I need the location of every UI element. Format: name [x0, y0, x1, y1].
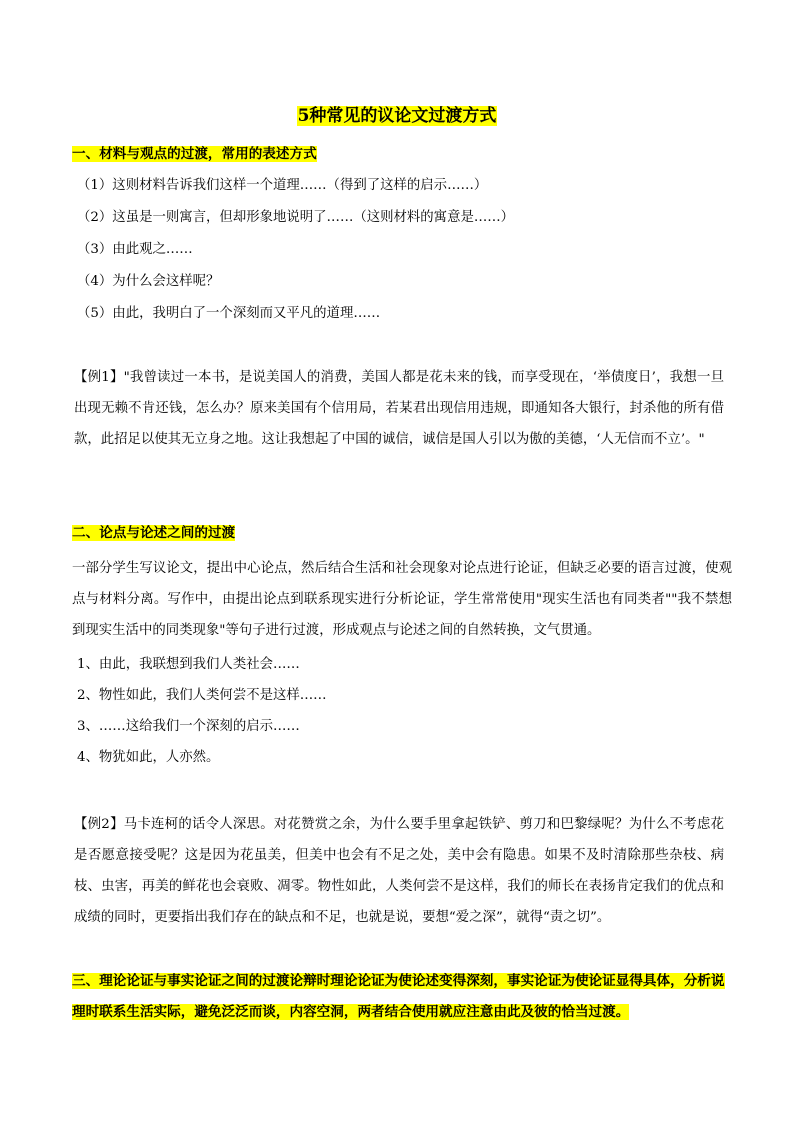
example-1-paragraph: 【例1】"我曾读过一本书，是说美国人的消费，美国人都是花未来的钱，而享受现在，‘举债度日’，我想一旦出现无赖不肯还钱，怎么办？原来美国有个信用局，若某君出现信用违规，即通知各大银行，封杀他的所有借款，此招足以使其无立身之地。这让我想起了中国的诚信，诚信是国人引以为傲的美德，‘人无信而不立’。" [74, 370, 724, 447]
list-item: （1）这则材料告诉我们这样一个道理……（得到了这样的启示……） [77, 178, 488, 193]
section-3-heading-text: 三、理论论证与事实论证之间的过渡论辩时理论论证为使论述变得深刻，事实论证为使论证显得具体，分析说理时联系生活实际，避免泛泛而谈，内容空洞，两者结合使用就应注意由此及彼的恰当过渡。 [72, 973, 725, 1020]
section-1-heading [72, 144, 317, 164]
list-item: 2、物性如此，我们人类何尝不是这样…… [77, 688, 327, 703]
list-item: （4）为什么会这样呢？ [77, 274, 220, 289]
list-item: 1、由此，我联想到我们人类社会…… [77, 657, 300, 672]
list-item: （2）这虽是一则寓言，但却形象地说明了……（这则材料的寓意是……） [77, 210, 515, 225]
section-1-heading-text: 一、材料与观点的过渡，常用的表述方式 [72, 146, 317, 162]
section-2-intro: 一部分学生写议论文，提出中心论点，然后结合生活和社会现象对论点进行论证，但缺乏必要的语言过渡，使观点与材料分离。写作中，由提出论点到联系现实进行分析论证，学生常常使用"现实生活也有同类者""我不禁想到现实生活中的同类现象"等句子进行过渡，形成观点与论述之间的自然转换，文气贯通。 [72, 561, 732, 638]
section-2-heading [72, 523, 235, 543]
list-item: （3）由此观之…… [77, 242, 193, 257]
example-2-paragraph: 【例2】马卡连柯的话令人深思。对花赞赏之余，为什么要手里拿起铁铲、剪刀和巴黎绿呢？为什么不考虑花是否愿意接受呢？这是因为花虽美，但美中也会有不足之处，美中会有隐患。如果不及时清除那些杂枝、病枝、虫害，再美的鲜花也会衰败、凋零。物性如此，人类何尝不是这样，我们的师长在表扬肯定我们的优点和成绩的同时，更要指出我们存在的缺点和不足，也就是说，要想“爱之深”，就得“责之切”。 [74, 817, 724, 925]
section-3-heading [72, 966, 732, 1028]
page-title-text: 5种常见的议论文过渡方式 [297, 106, 497, 126]
list-item: 4、物犹如此，人亦然。 [77, 750, 220, 765]
list-item: 3、……这给我们一个深刻的启示…… [77, 719, 300, 734]
section-2-heading-text: 二、论点与论述之间的过渡 [72, 525, 236, 541]
list-item: （5）由此，我明白了一个深刻而又平凡的道理…… [77, 306, 381, 321]
page-title [0, 103, 794, 129]
